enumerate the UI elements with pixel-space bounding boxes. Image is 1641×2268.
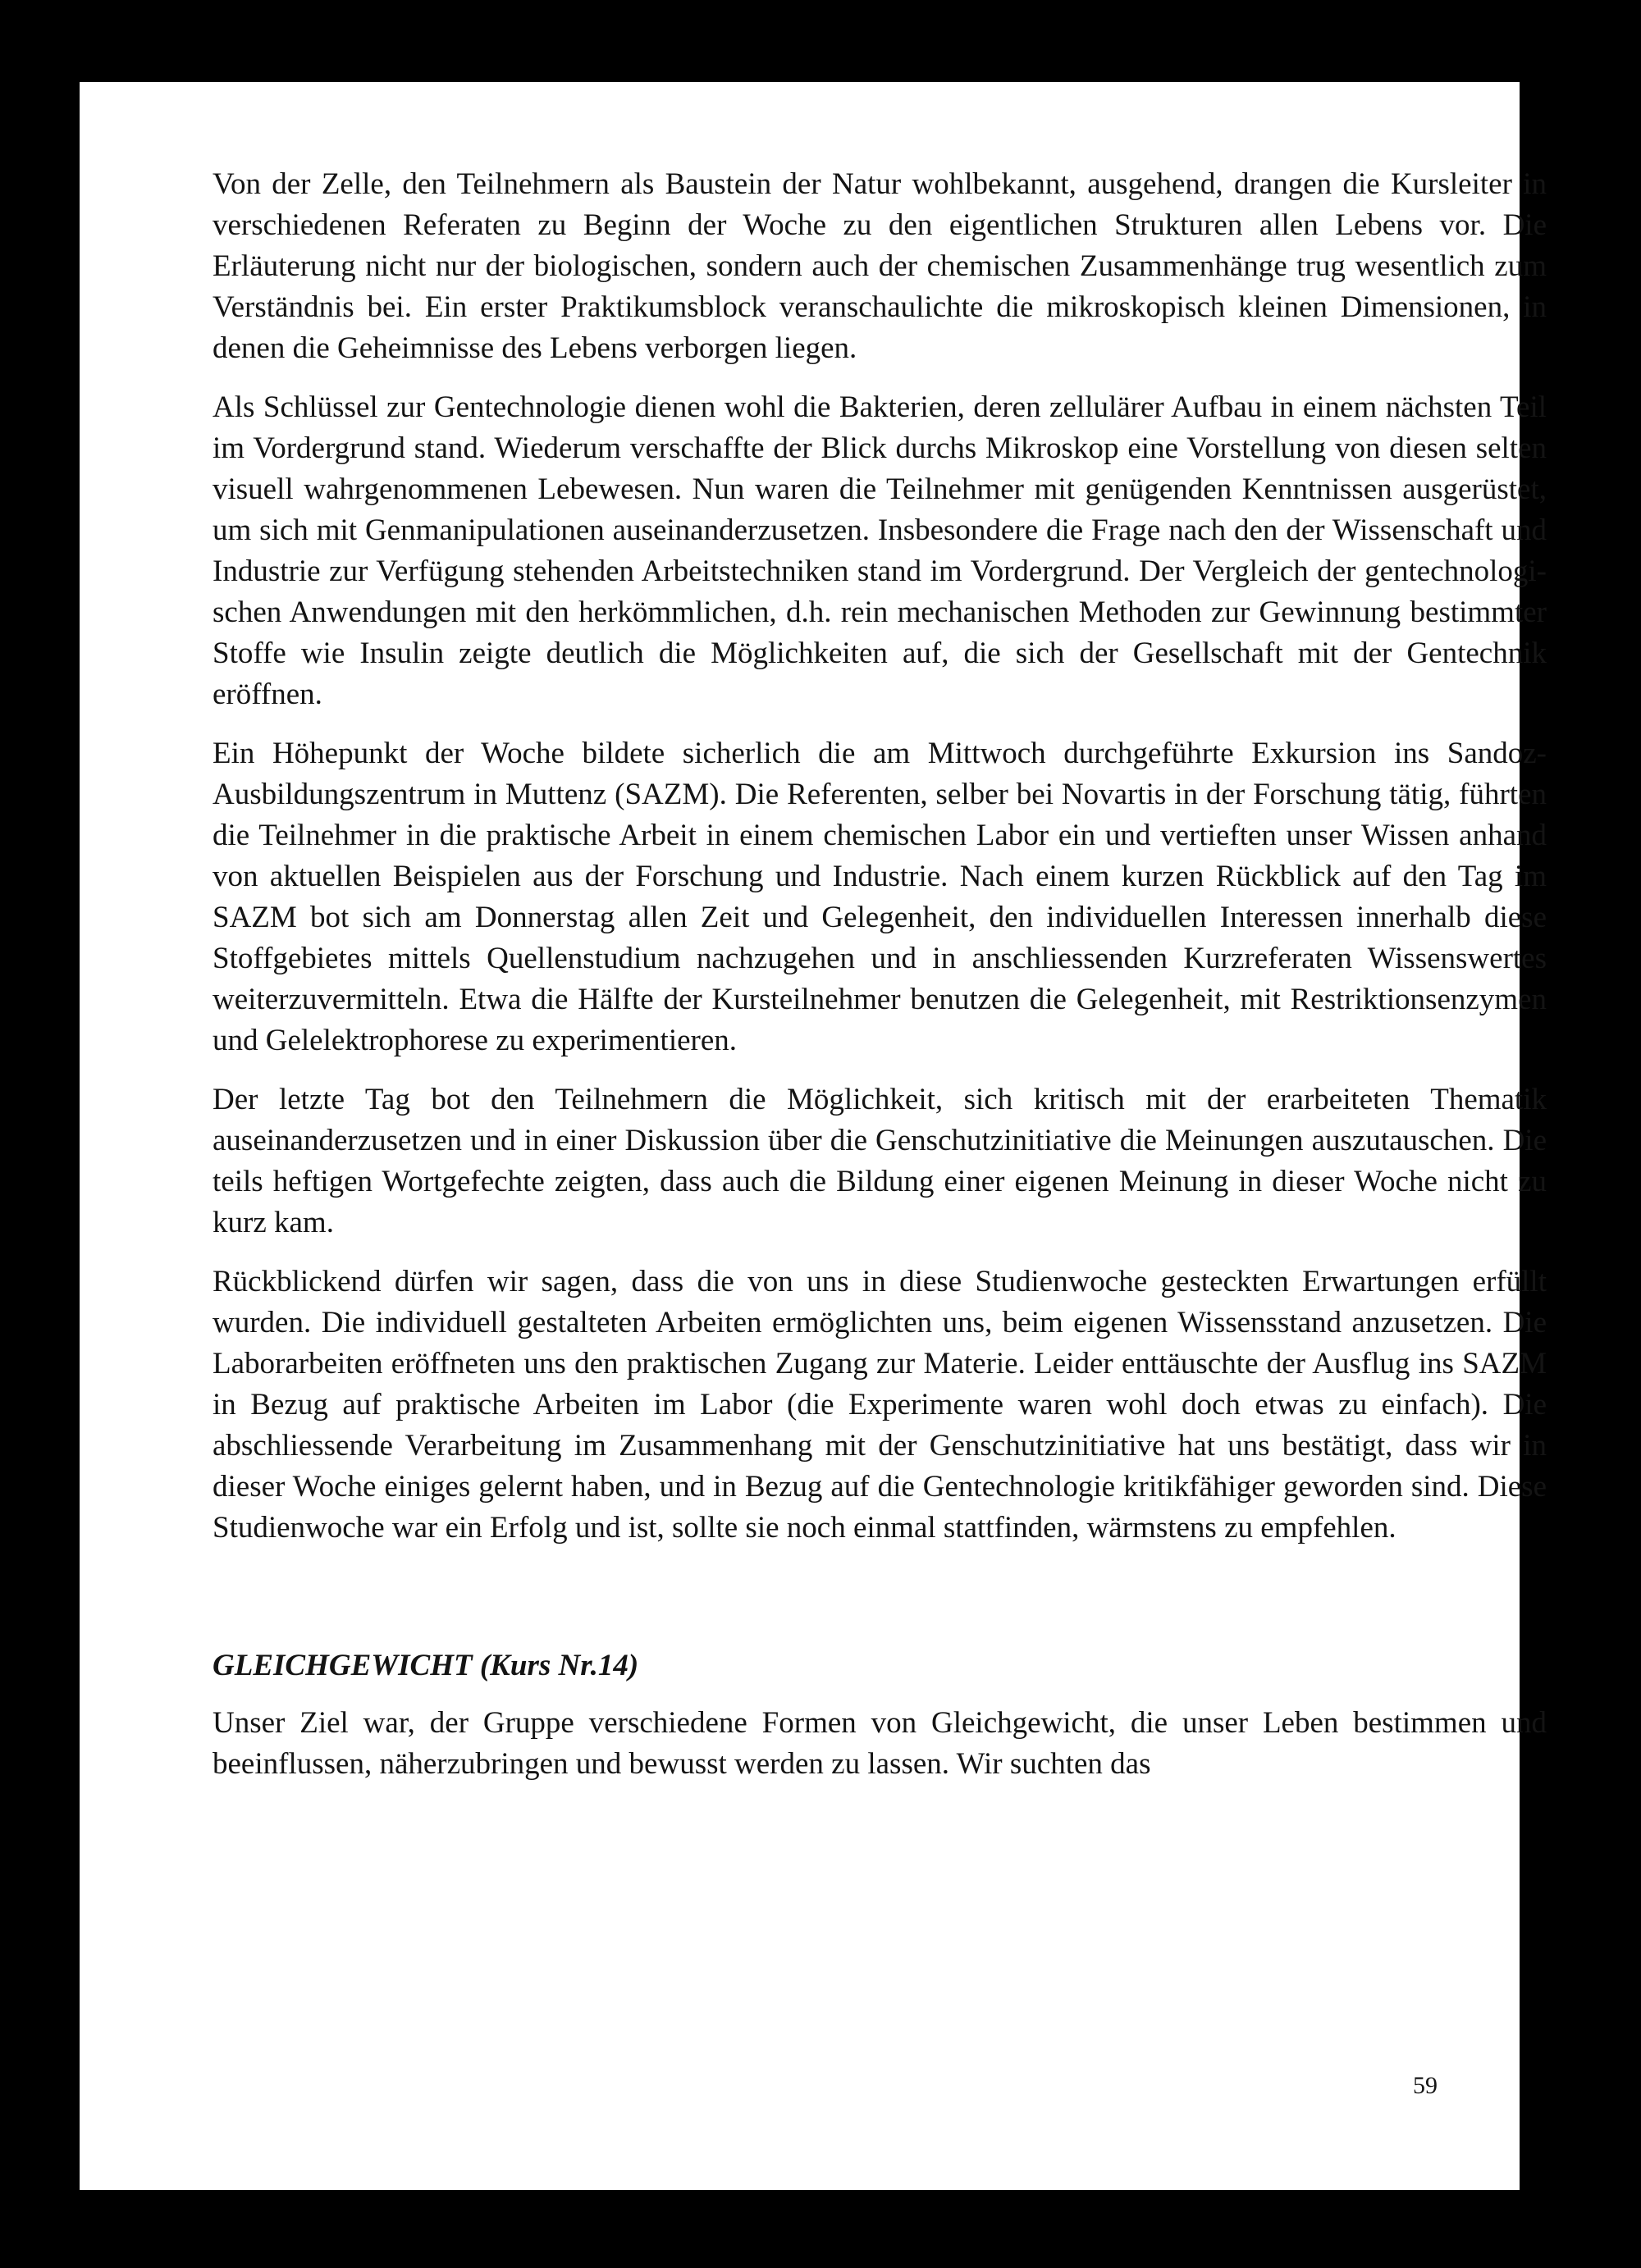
- paragraph-last-day: Der letzte Tag bot den Teilnehmern die Möglichkeit, sich kritisch mit der erarbeiteten Thematik auseinanderzusetzen und in einer Diskussion über die Genschutzinitiative die Meinungen auszutauschen. Die teils heftigen Wortgefechte zeigten, dass auch die Bildung einer eigenen Meinung in dieser Woche nicht zu kurz kam.: [213, 1083, 1547, 1239]
- paragraph-gleichgewicht: Unser Ziel war, der Gruppe verschiedene Formen von Gleichgewicht, die unser Leben bestimmen und beeinflussen, näherzubringen und bewusst werden zu lassen. Wir suchten das: [213, 1706, 1547, 1781]
- section-heading: GLEICHGEWICHT (Kurs Nr.14): [213, 1649, 639, 1682]
- paragraph-excursion: Ein Höhepunkt der Woche bildete sicherlich die am Mittwoch durchgeführte Exkursion ins Sandoz-Ausbildungszentrum in Muttenz (SAZM). Die Referenten, selber bei Novartis in der Forschung tätig, führten die Teilnehmer in die praktische Arbeit in einem chemischen Labor ein und vertieften unser Wissen anhand von aktuellen Beispielen aus der Forschung und Industrie. Nach einem kurzen Rückblick auf den Tag im SAZM bot sich am Donnerstag allen Zeit und Gelegenheit, den individuellen Interessen innerhalb diese Stoffgebietes mittels Quellenstudium nachzugehen und in anschliessenden Kurzreferaten Wissenswertes weiterzuvermitteln. Etwa die Hälfte der Kursteilnehmer benutzen die Gelegenheit, mit Restriktionsenzymen und Gelelektrophorese zu experimentieren.: [213, 737, 1547, 1057]
- document-page: [80, 82, 1547, 2190]
- page-content: [213, 164, 1547, 1803]
- paragraph-cell-structures: Von der Zelle, den Teilnehmern als Baustein der Natur wohlbekannt, ausgehend, drangen die Kursleiter in verschiedenen Referaten zu Beginn der Woche zu den eigentlichen Strukturen allen Lebens vor. Die Erläuterung nicht nur der biologischen, sondern auch der chemischen Zusammenhänge trug wesentlich zum Verständnis bei. Ein erster Praktikumsblock veranschaulichte die mikroskopisch kleinen Dimensionen, in denen die Geheimnisse des Lebens verborgen liegen.: [213, 167, 1547, 365]
- page-number: 59: [1413, 2072, 1438, 2099]
- paragraph-bacteria: Als Schlüssel zur Gentechnologie dienen wohl die Bakterien, deren zellulärer Aufbau in einem nächsten Teil im Vordergrund stand. Wiederum verschaffte der Blick durchs Mikroskop eine Vorstellung von diesen selten visuell wahrgenommenen Lebewesen. Nun waren die Teilnehmer mit genügenden Kenntnissen ausgerüstet, um sich mit Genmanipulationen auseinanderzusetzen. Insbesondere die Frage nach den der Wissenschaft und Industrie zur Verfügung stehenden Arbeitstechniken stand im Vordergrund. Der Vergleich der gentechnologischen Anwendungen mit den herkömmlichen, d.h. rein mechanischen Methoden zur Gewinnung bestimmter Stoffe wie Insulin zeigte deutlich die Möglichkeiten auf, die sich der Gesellschaft mit der Gentechnik eröffnen.: [213, 390, 1547, 711]
- paragraph-review: Rückblickend dürfen wir sagen, dass die von uns in diese Studienwoche gesteckten Erwartungen erfüllt wurden. Die individuell gestalteten Arbeiten ermöglichten uns, beim eigenen Wissensstand anzusetzen. Die Laborarbeiten eröffneten uns den praktischen Zugang zur Materie. Leider enttäuschte der Ausflug ins SAZM in Bezug auf praktische Arbeiten im Labor (die Experimente waren wohl doch etwas zu einfach). Die abschliessende Verarbeitung im Zusammenhang mit der Genschutzinitiative hat uns bestätigt, dass wir in dieser Woche einiges gelernt haben, und in Bezug auf die Gentechnologie kritikfähiger geworden sind. Diese Studienwoche war ein Erfolg und ist, sollte sie noch einmal stattfinden, wärmstens zu empfehlen.: [213, 1265, 1547, 1545]
